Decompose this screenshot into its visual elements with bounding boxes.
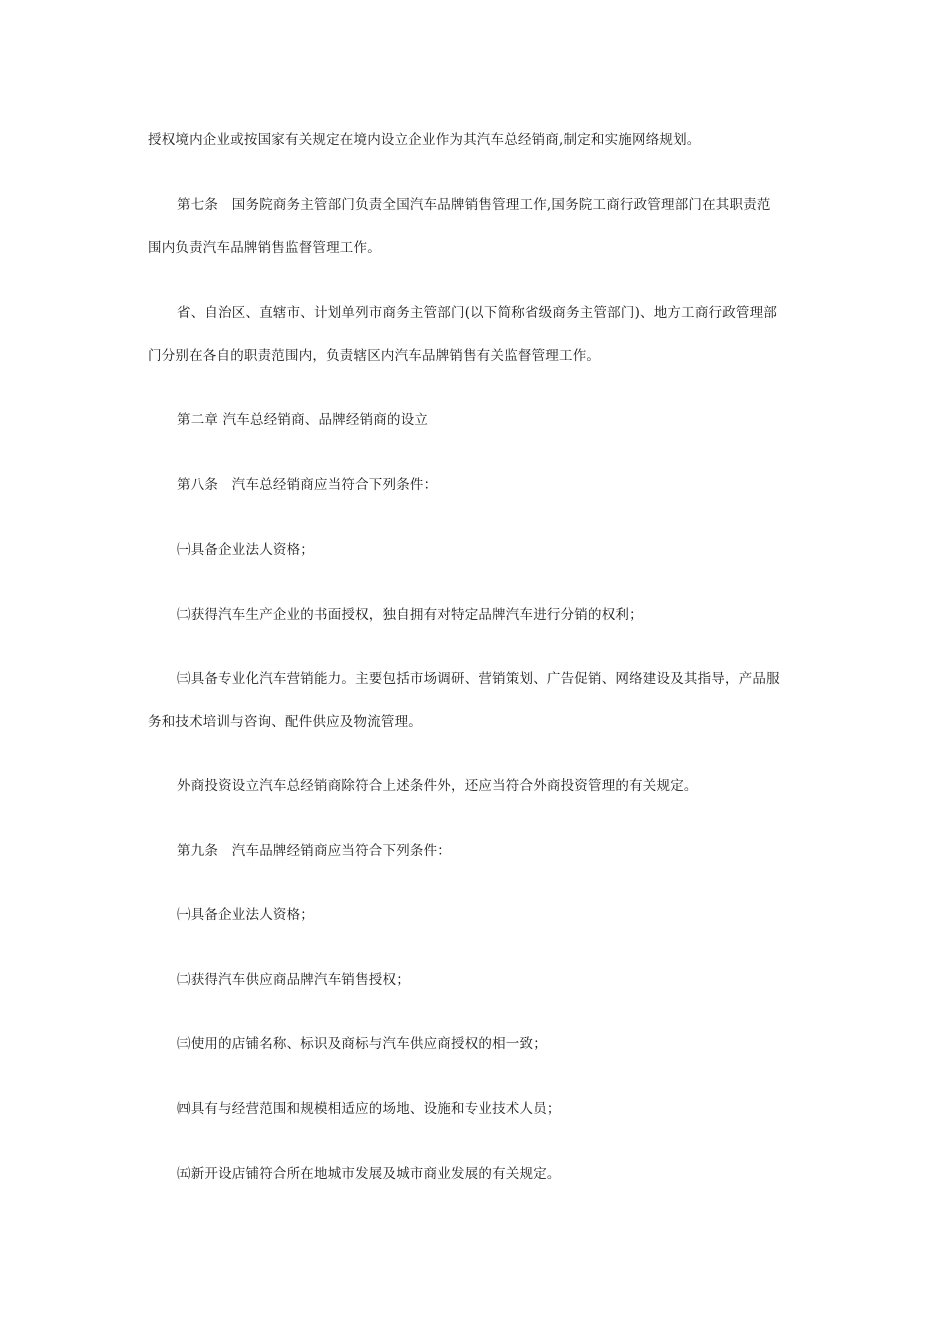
article-9-line: 第九条 汽车品牌经销商应当符合下列条件： xyxy=(177,843,451,859)
list-item: ㈠具备企业法人资格； xyxy=(177,907,314,923)
paragraph-line: 授权境内企业或按国家有关规定在境内设立企业作为其汽车总经销商,制定和实施网络规划。 xyxy=(148,132,701,148)
list-item: ㈤新开设店铺符合所在地城市发展及城市商业发展的有关规定。 xyxy=(177,1166,561,1182)
paragraph-line: 门分别在各自的职责范围内，负责辖区内汽车品牌销售有关监督管理工作。 xyxy=(148,348,601,364)
list-item: ㈢具备专业化汽车营销能力。主要包括市场调研、营销策划、广告促销、网络建设及其指导，产品服 xyxy=(177,671,780,687)
list-item: ㈢使用的店铺名称、标识及商标与汽车供应商授权的相一致； xyxy=(177,1036,547,1052)
list-item: ㈡获得汽车供应商品牌汽车销售授权； xyxy=(177,972,410,988)
paragraph-line: 省、自治区、直辖市、计划单列市商务主管部门(以下简称省级商务主管部门)、地方工商行政管理部 xyxy=(177,305,778,321)
list-item: ㈡获得汽车生产企业的书面授权，独自拥有对特定品牌汽车进行分销的权利； xyxy=(177,607,643,623)
list-item-continuation: 务和技术培训与咨询、配件供应及物流管理。 xyxy=(148,714,422,730)
list-item: ㈠具备企业法人资格； xyxy=(177,542,314,558)
paragraph-line: 围内负责汽车品牌销售监督管理工作。 xyxy=(148,240,381,256)
article-8-line: 第八条 汽车总经销商应当符合下列条件： xyxy=(177,477,438,493)
chapter-heading: 第二章 汽车总经销商、品牌经销商的设立 xyxy=(177,412,429,428)
paragraph-line: 外商投资设立汽车总经销商除符合上述条件外，还应当符合外商投资管理的有关规定。 xyxy=(177,778,698,794)
list-item: ㈣具有与经营范围和规模相适应的场地、设施和专业技术人员； xyxy=(177,1101,561,1117)
article-7-line: 第七条 国务院商务主管部门负责全国汽车品牌销售管理工作,国务院工商行政管理部门在其职责范 xyxy=(177,197,771,213)
